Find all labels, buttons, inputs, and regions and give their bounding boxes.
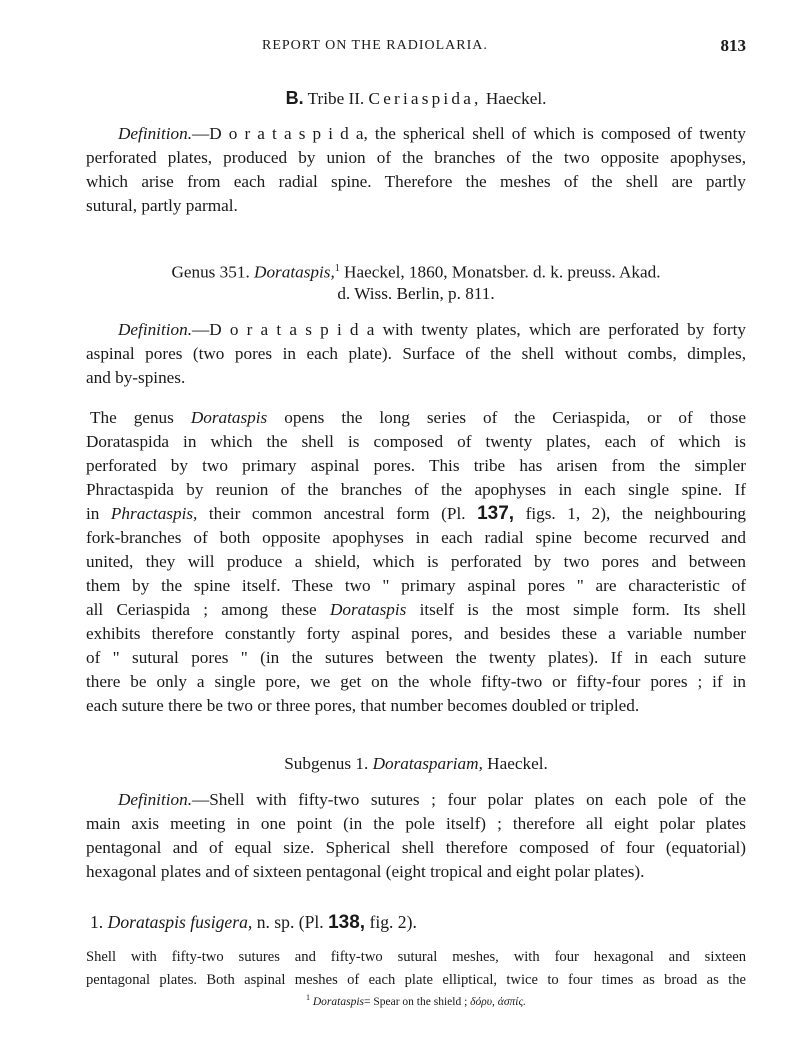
subgenus-definition-line: hexagonal plates and of sixteen pentagonal (eight tropical and eight polar plates).	[86, 862, 645, 881]
paragraph-line: fork-branches of both opposite apophyses in each radial spine become recurved and	[86, 528, 746, 547]
definition-label: Definition.	[118, 124, 192, 143]
subgenus-definition-line: main axis meeting in one point (in the pole itself) ; therefore all eight polar plates	[86, 814, 746, 833]
paragraph-line: of " sutural pores " (in the sutures between the twenty plates). If in each suture	[86, 648, 746, 667]
paragraph-line: each suture there be two or three pores, that number becomes doubled or tripled.	[86, 696, 640, 715]
footnote-marker: 1	[334, 263, 340, 274]
footnote-marker: 1	[306, 993, 310, 1002]
footnote-text: = Spear on the shield ;	[364, 995, 468, 1008]
species-description-line: Shell with fifty-two sutures and fifty-two sutural meshes, with four hexagonal and sixteen	[86, 949, 746, 965]
definition-label: Definition.	[118, 790, 192, 809]
footnote-term: Dorataspis	[312, 995, 364, 1008]
genus-heading: Genus 351. Dorataspis,$^1$ Haeckel, 1860, Monatsber. d. k. preuss. Akad.	[171, 262, 661, 282]
subgenus-definition-line: pentagonal and of equal size. Spherical shell therefore composed of four (equatorial)	[86, 838, 746, 857]
tribe-label: B.	[285, 88, 304, 108]
paragraph-line: in Phractaspis, their common ancestral form (Pl. 137, figs. 1, 2), the neighbouring	[86, 503, 747, 524]
genus-definition-line: and by-spines.	[86, 368, 186, 387]
paragraph-line: Phractaspida by reunion of the branches of the apophyses in each single spine. If	[86, 480, 746, 499]
paragraph-line: The genus Dorataspis opens the long series of the Ceriaspida, or of those	[90, 408, 747, 427]
tribe-name: Ceriaspida,	[368, 89, 482, 108]
paragraph-line: Dorataspida in which the shell is composed of twenty plates, each of which is	[86, 432, 746, 451]
page-number: 813	[720, 36, 746, 55]
footnote-greek: δόρυ, ἀσπίς.	[470, 995, 526, 1008]
subgenus-definition-line: Definition.—Shell with fifty-two sutures ; four polar plates on each pole of the	[118, 790, 746, 809]
subgenus-heading: Subgenus 1. Dorataspariam, Haeckel.	[284, 754, 548, 773]
species-name: Dorataspis fusigera,	[107, 912, 253, 932]
paragraph-line: all Ceriaspida ; among these Dorataspis itself is the most simple form. Its shell	[86, 600, 746, 619]
tribe-definition-line: Definition.—D o r a t a s p i d a, the spherical shell of which is composed of twenty	[118, 124, 746, 143]
subgenus-name: Dorataspariam,	[372, 754, 483, 773]
genus-heading-line2: d. Wiss. Berlin, p. 811.	[337, 284, 495, 303]
running-head	[86, 36, 746, 58]
paragraph-line: united, they will produce a shield, which is perforated by two pores and between	[86, 552, 746, 571]
tribe-definition-line: sutural, partly parmal.	[86, 196, 238, 215]
paragraph-line: them by the spine itself. These two " primary aspinal pores " are characteristic of	[86, 576, 746, 595]
paragraph-line: perforated by two primary aspinal pores. This tribe has arisen from the simpler	[86, 456, 746, 475]
tribe-author: Haeckel.	[485, 89, 547, 108]
plate-reference: 137,	[477, 503, 515, 524]
species-description-line: pentagonal plates. Both aspinal meshes of each plate elliptical, twice to four times as broad as the	[86, 972, 746, 988]
definition-label: Definition.	[118, 320, 192, 339]
plate-reference: 138,	[328, 912, 366, 933]
tribe-definition-line: which arise from each radial spine. Therefore the meshes of the shell are partly	[86, 172, 746, 191]
genus-name: Dorataspis,	[254, 262, 335, 282]
genus-definition-line: Definition.—D o r a t a s p i d a with twenty plates, which are perforated by forty	[118, 320, 746, 339]
footnote	[86, 993, 746, 1008]
tribe-title: Tribe II.	[307, 89, 365, 108]
tribe-definition-line: perforated plates, produced by union of the branches of the two opposite apophyses,	[86, 148, 746, 167]
paragraph-line: there be only a single pore, we get on the whole fifty-two or fifty-four pores ; if in	[86, 672, 746, 691]
tribe-heading	[86, 86, 746, 110]
species-heading: 1. Dorataspis fusigera, n. sp. (Pl. 138, fig. 2).	[90, 912, 417, 933]
genus-definition-line: aspinal pores (two pores in each plate). Surface of the shell without combs, dimples,	[86, 344, 746, 363]
running-title: REPORT ON THE RADIOLARIA.	[262, 38, 488, 53]
paragraph-line: exhibits therefore constantly forty aspinal pores, and besides these a variable number	[86, 624, 746, 643]
